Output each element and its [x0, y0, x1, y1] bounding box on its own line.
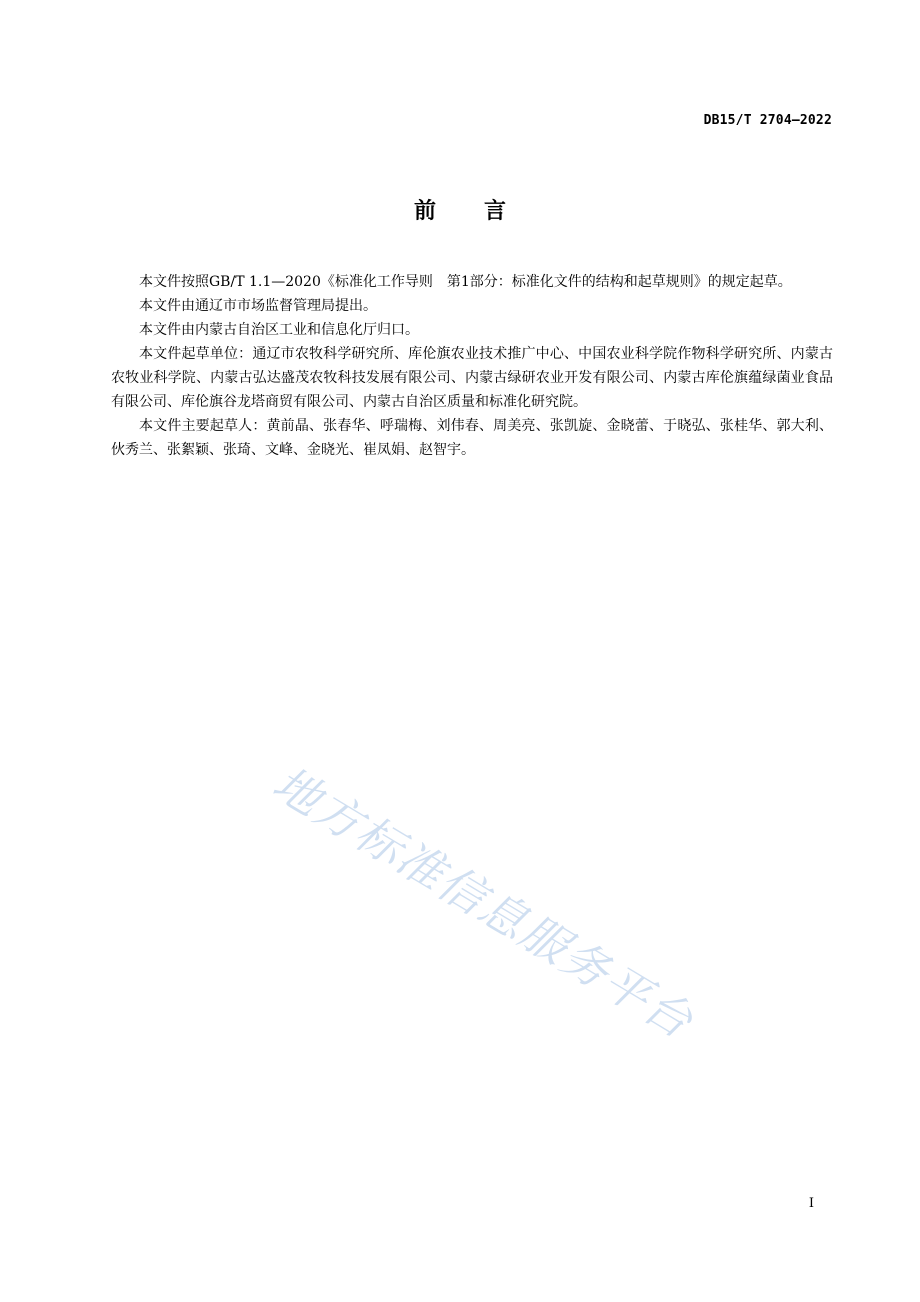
watermark-text: 地方标准信息服务平台 — [263, 755, 704, 1050]
paragraph-drafting-units: 本文件起草单位：通辽市农牧科学研究所、库伦旗农业技术推广中心、中国农业科学院作物科学研究所、内蒙古农牧业科学院、内蒙古弘达盛茂农牧科技发展有限公司、内蒙古绿研农业开发有限公司、内蒙古库伦旗蕴绿菌业食品有限公司、库伦旗谷龙塔商贸有限公司、内蒙古自治区质量和标准化研究院。 — [111, 346, 833, 410]
preface-body — [111, 270, 833, 462]
page-number: I — [808, 1196, 814, 1211]
paragraph-drafters: 本文件主要起草人：黄前晶、张春华、呼瑞梅、刘伟春、周美亮、张凯旋、金晓蕾、于晓弘、张桂华、郭大利、伙秀兰、张絮颖、张琦、文峰、金晓光、崔凤娟、赵智宇。 — [111, 418, 833, 458]
paragraph-proposer: 本文件由通辽市市场监督管理局提出。 — [139, 298, 377, 314]
paragraph-drafting-basis: 本文件按照GB/T 1.1—2020《标准化工作导则 第1部分：标准化文件的结构和起草规则》的规定起草。 — [139, 274, 792, 290]
page-title: 前言 — [413, 199, 554, 224]
document-code: DB15/T 2704—2022 — [703, 113, 832, 128]
paragraph-administrator: 本文件由内蒙古自治区工业和信息化厅归口。 — [139, 322, 419, 338]
